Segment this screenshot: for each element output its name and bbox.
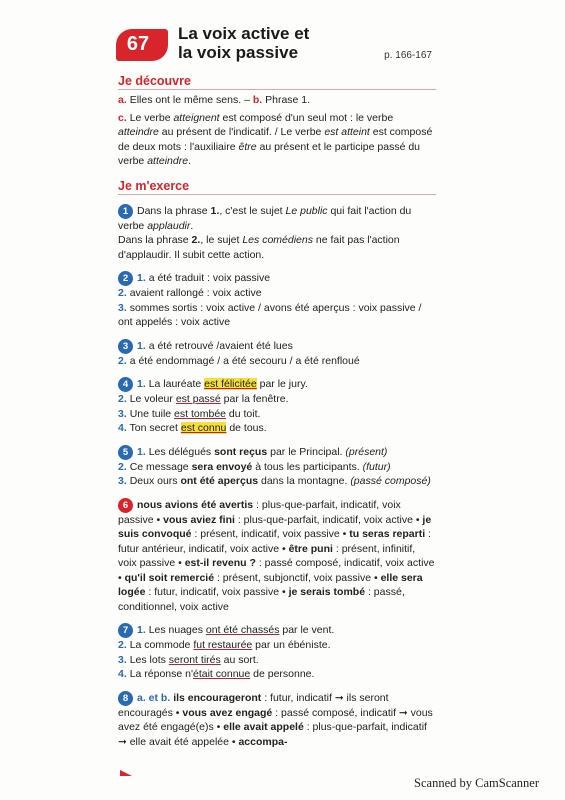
exercise-number: 1 [118, 204, 133, 219]
lesson-number-badge [116, 29, 168, 61]
exercise-number: 6 [118, 498, 133, 513]
decouvre-c: c. Le verbe atteignent est composé d'un seul mot : le verbe atteindre au présent de l'indicatif. / Le verbe est atteint est composé de deux mots : l'auxiliaire être au présent et le participe passé du verbe atteindre. [118, 111, 433, 167]
exercise-number: 7 [118, 623, 133, 638]
lesson-title: La voix active et la voix passive [178, 24, 310, 62]
exercise-number: 3 [118, 339, 133, 354]
lesson-header [118, 20, 436, 70]
page-corner-mark [120, 770, 132, 776]
scanner-watermark: Scanned by CamScanner [414, 776, 539, 790]
exercise-7: 7 1. Les nuages ont été chassés par le vent. 2. La commode fut restaurée par un ébéniste. 3. Les lots seront tirés au sort. 4. La réponse n'était connue de personne. [118, 624, 335, 680]
section-je-m-exerce: Je m'exerce [118, 179, 436, 195]
exercise-4: 4 1. La lauréate est félicitée par le jury. 2. Le voleur est passé par la fenêtre. 3. Une tuile est tombée du toit. 4. Ton secret est connu de tous. [118, 378, 308, 434]
section-je-decouvre: Je découvre [118, 74, 436, 90]
exercise-5: 5 1. Les délégués sont reçus par le Principal. (présent) 2. Ce message sera envoyé à tous les participants. (futur) 3. Deux ours ont été aperçus dans la montagne. (passé composé) [118, 445, 431, 487]
exercise-number: 2 [118, 271, 133, 286]
exercise-number: 8 [118, 691, 133, 706]
exercise-1: 1 Dans la phrase 1., c'est le sujet Le public qui fait l'action du verbe applaudir. Dans la phrase 2., le sujet Les comédiens ne fait pas l'action d'applaudir. Il subit cette action. [118, 204, 412, 261]
exercise-2: 2 1. a été traduit : voix passive 2. avaient rallongé : voix active 3. sommes sortis : voix active / avons été aperçus : voix passive / ont appelés : voix active [118, 272, 422, 328]
page-reference: p. 166-167 [384, 50, 432, 61]
exercise-number: 4 [118, 377, 133, 392]
document-body [118, 20, 436, 749]
exercise-6: 6 nous avions été avertis : plus-que-parfait, indicatif, voix passive • vous aviez fini : plus-que-parfait, indicatif, voix active • je suis convoqué : présent, indicatif, voix passive • tu seras reparti : futur antérieur, indicatif, voix active • être puni : présent, infinitif, voix passive • est-il revenu ? : passé composé, indicatif, voix active • qu'il soit remercié : présent, subjonctif, voix passive • elle sera logée : futur, indicatif, voix passive • je serais tombé : passé, conditionnel, voix active [118, 498, 435, 613]
lesson-number: 67 [126, 33, 150, 55]
exercise-number: 5 [118, 445, 133, 460]
exercise-3: 3 1. a été retrouvé /avaient été lues 2. a été endommagé / a été secouru / a été renfloué [118, 339, 360, 367]
exercise-8: 8 a. et b. ils encourageront : futur, indicatif ➞ ils seront encouragés • vous avez engagé : passé composé, indicatif ➞ vous avez été engagé(e)s • elle avait appelé : plus-que-parfait, indicatif ➞ elle avait été appelée • accompa- [118, 691, 433, 748]
decouvre-ab: a. Elles ont le même sens. – b. Phrase 1. [118, 94, 311, 106]
